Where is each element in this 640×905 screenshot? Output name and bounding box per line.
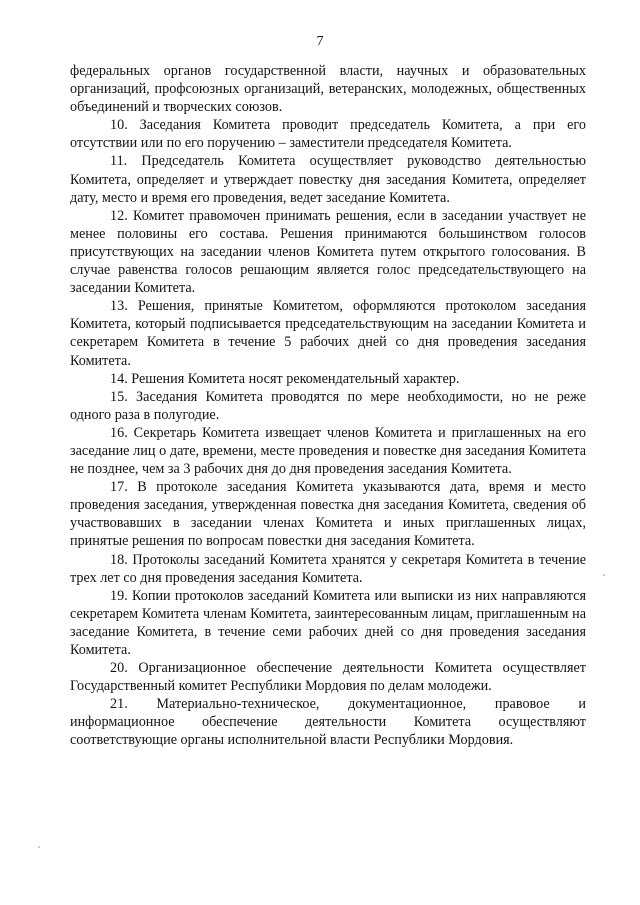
- paragraph-10: 10. Заседания Комитета проводит председатель Комитета, а при его отсутствии или по его поручению – заместители председателя Комитета.: [70, 117, 586, 152]
- paragraph-20: 20. Организационное обеспечение деятельности Комитета осуществляет Государственный комитет Республики Мордовия по делам молодежи.: [70, 660, 586, 695]
- paragraph-16: 16. Секретарь Комитета извещает членов Комитета и приглашенных на его заседание лиц о дате, времени, месте проведения и повестке дня заседания Комитета не позднее, чем за 3 рабочих дня до дня проведения заседания Комитета.: [70, 424, 586, 478]
- page-number: 7: [316, 34, 324, 49]
- paragraph-17: 17. В протоколе заседания Комитета указываются дата, время и место проведения заседания, утвержденная повестка дня заседания Комитета, сведения об участвовавших в заседании членах Комитета и иных приглашенных лицах, принятые решения по вопросам повестки дня заседания Комитета.: [70, 479, 586, 550]
- paragraph-19: 19. Копии протоколов заседаний Комитета или выписки из них направляются секретарем Комитета членам Комитета, заинтересованным лицам, приглашенным на заседание Комитета, в течение семи рабочих дней со дня проведения заседания Комитета.: [70, 587, 586, 658]
- document-body: [70, 62, 586, 750]
- paragraph-12: 12. Комитет правомочен принимать решения, если в заседании участвует не менее половины его состава. Решения принимаются большинством голосов присутствующих на заседании членов Комитета путем открытого голосования. В случае равенства голосов решающим является голос председательствующего на заседании Комитета.: [70, 207, 586, 297]
- paragraph-11: 11. Председатель Комитета осуществляет руководство деятельностью Комитета, определяет и утверждает повестку дня заседания Комитета, определяет дату, место и время его проведения, ведет заседание Комитета.: [70, 153, 586, 206]
- paragraph-continuation: федеральных органов государственной власти, научных и образовательных организаций, профсоюзных организаций, ветеранских, молодежных, общественных объединений и творческих союзов.: [70, 63, 586, 116]
- paragraph-15: 15. Заседания Комитета проводятся по мере необходимости, но не реже одного раза в полугодие.: [70, 388, 586, 423]
- scan-speck: [38, 846, 40, 848]
- paragraph-21: 21. Материально-техническое, документационное, правовое и информационное обеспечение деятельности Комитета осуществляют соответствующие органы исполнительной власти Республики Мордовия.: [70, 696, 586, 749]
- paragraph-13: 13. Решения, принятые Комитетом, оформляются протоколом заседания Комитета, который подписывается председательствующим на заседании Комитета и секретарем Комитета в течение 5 рабочих дней со дня проведения заседания Комитета.: [70, 298, 586, 369]
- paragraph-18: 18. Протоколы заседаний Комитета хранятся у секретаря Комитета в течение трех лет со дня проведения заседания Комитета.: [70, 551, 586, 586]
- paragraph-14: 14. Решения Комитета носят рекомендательный характер.: [110, 370, 460, 387]
- scan-speck: [603, 574, 605, 576]
